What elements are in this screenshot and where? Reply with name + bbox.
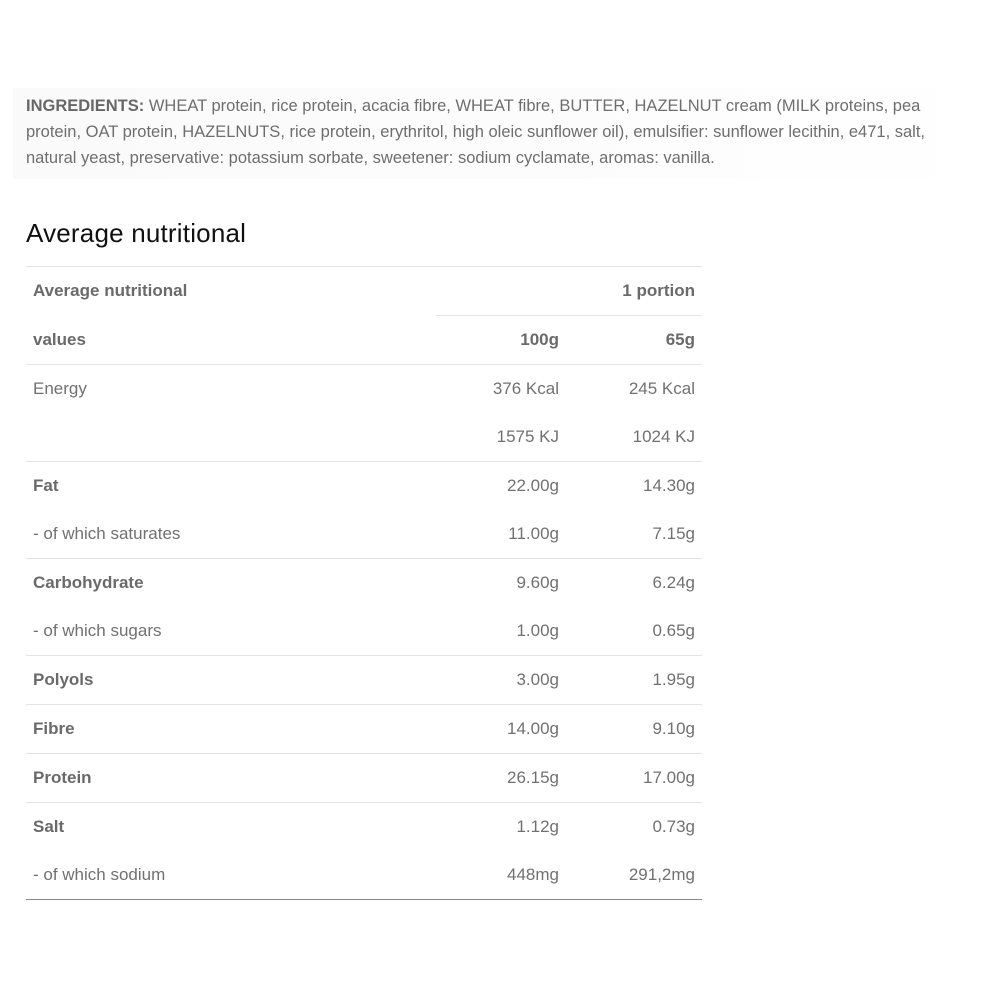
row-label: Energy (26, 365, 436, 414)
subheader-100g: 100g (520, 330, 559, 349)
row-label (26, 413, 436, 462)
table-row-fibre (26, 705, 702, 754)
row-value-100g: 3.00g (436, 656, 566, 705)
row-value-portion: 14.30g (566, 462, 702, 511)
row-value-100g: 1.00g (516, 621, 559, 640)
row-label: Fibre (26, 705, 436, 754)
row-value-portion: 291,2mg (566, 851, 702, 900)
ingredients-text: WHEAT protein, rice protein, acacia fibre, WHEAT fibre, BUTTER, HAZELNUT cream (MILK proteins, pea protein, OAT protein, HAZELNUTS, rice protein, erythritol, high oleic sunflower oil), emulsifier: sunflower lecithin, e471, salt, natural yeast, preservative: potassium sorbate, sweetener: sodium cyclamate, aromas: vanilla. (26, 97, 926, 167)
table-header-row (26, 267, 702, 316)
row-value-100g: 9.60g (436, 559, 566, 608)
table-row-fat (26, 462, 702, 511)
row-value-100g: 26.15g (436, 754, 566, 803)
row-value-portion: 0.65g (652, 621, 695, 640)
nutrition-heading: Average nutritional (26, 218, 247, 248)
ingredients-label: INGREDIENTS: (26, 97, 145, 115)
row-value-100g: 1575 KJ (496, 427, 559, 446)
table-subheader-row (26, 316, 702, 365)
row-label: Salt (26, 803, 436, 852)
table-row-saturates (26, 510, 702, 559)
row-value-portion: 6.24g (566, 559, 702, 608)
row-label: - of which saturates (33, 524, 181, 543)
nutrition-table (26, 266, 702, 900)
row-value-100g: 376 Kcal (436, 365, 566, 414)
table-row-polyols (26, 656, 702, 705)
header-portion: 1 portion (436, 267, 702, 316)
row-value-portion: 0.73g (566, 803, 702, 852)
row-value-100g: 11.00g (508, 524, 559, 543)
row-value-portion: 7.15g (652, 524, 695, 543)
row-value-100g: 22.00g (436, 462, 566, 511)
table-row-energy-kcal (26, 365, 702, 414)
row-value-100g: 14.00g (436, 705, 566, 754)
table-row-carbohydrate (26, 559, 702, 608)
row-label: Fat (26, 462, 436, 511)
header-label: Average nutritional (26, 267, 436, 316)
subheader-65g: 65g (665, 330, 695, 349)
table-row-protein (26, 754, 702, 803)
table-row-salt (26, 803, 702, 852)
table-row-sugars (26, 607, 702, 656)
row-label: - of which sodium (26, 851, 436, 900)
row-label: Carbohydrate (26, 559, 436, 608)
row-label: - of which sugars (33, 621, 162, 640)
row-value-portion: 9.10g (566, 705, 702, 754)
row-label: Polyols (26, 656, 436, 705)
row-value-portion: 17.00g (566, 754, 702, 803)
table-row-energy-kj (26, 413, 702, 462)
row-value-portion: 1.95g (566, 656, 702, 705)
subheader-label: values (33, 329, 86, 349)
row-value-portion: 1024 KJ (632, 427, 695, 446)
row-label: Protein (26, 754, 436, 803)
table-row-sodium (26, 851, 702, 900)
row-value-100g: 1.12g (436, 803, 566, 852)
row-value-portion: 245 Kcal (566, 365, 702, 414)
ingredients-block (13, 88, 984, 179)
row-value-100g: 448mg (436, 851, 566, 900)
